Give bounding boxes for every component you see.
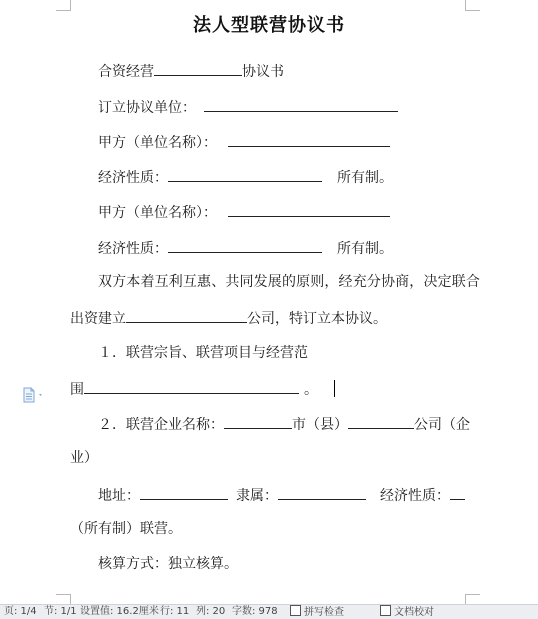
blank-underline[interactable] — [126, 307, 247, 323]
column-indicator: 列: 20 — [196, 606, 226, 617]
party-a-name-line[interactable] — [98, 131, 390, 153]
doc-check-icon — [380, 605, 391, 616]
clause-name-line[interactable] — [98, 413, 470, 435]
line-label: 经济性质： — [98, 170, 168, 186]
line-prefix: 合资经营 — [98, 64, 154, 80]
blank-underline[interactable] — [228, 131, 390, 147]
blank-underline[interactable] — [84, 378, 299, 394]
blank-underline[interactable] — [228, 201, 390, 217]
blank-underline[interactable] — [140, 484, 228, 500]
text-cursor — [334, 380, 335, 397]
blank-underline[interactable] — [168, 237, 322, 253]
line-suffix: 协议书 — [242, 64, 284, 80]
blank-underline[interactable] — [154, 60, 242, 76]
address-line[interactable] — [98, 484, 465, 506]
section-indicator[interactable]: 节: 1/1 — [44, 606, 77, 617]
body-paragraph-line[interactable]: 业） — [70, 450, 98, 466]
line-label: 经济性质： — [98, 241, 168, 257]
blank-underline[interactable] — [168, 166, 322, 182]
blank-underline[interactable] — [348, 413, 414, 429]
crop-mark-top-right — [465, 0, 480, 11]
line-label: 甲方（单位名称）： — [98, 205, 217, 221]
spellcheck-checkbox[interactable] — [290, 605, 301, 616]
line-middle: 隶属： — [236, 488, 278, 504]
line-suffix: 。 — [304, 382, 318, 398]
status-bar — [0, 604, 538, 619]
blank-underline[interactable] — [278, 484, 366, 500]
body-paragraph-line[interactable]: 核算方式：独立核算。 — [98, 556, 238, 572]
page-indicator[interactable]: 页: 1/4 — [4, 606, 37, 617]
crop-mark-top-left — [56, 0, 71, 11]
party-b-name-line[interactable] — [98, 201, 390, 223]
line-suffix: 所有制。 — [337, 170, 393, 186]
line-label: 甲方（单位名称）： — [98, 135, 217, 151]
line-prefix: 围 — [70, 382, 84, 398]
line-suffix: 所有制。 — [337, 241, 393, 257]
line-middle: 市（县） — [292, 417, 348, 433]
blank-underline[interactable] — [224, 413, 292, 429]
spellcheck-label: 拼写检查 — [304, 607, 344, 618]
line-middle: 公司（企 — [414, 417, 470, 433]
body-paragraph-line[interactable]: 双方本着互利互惠、共同发展的原则，经充分协商，决定联合 — [98, 274, 481, 290]
blank-underline[interactable] — [204, 96, 398, 112]
line-middle: 经济性质： — [380, 488, 450, 504]
line-prefix: ２．联营企业名称： — [98, 417, 224, 433]
line-label: 订立协议单位： — [98, 100, 196, 116]
document-icon[interactable] — [22, 387, 46, 403]
party-a-nature-line[interactable] — [98, 166, 393, 188]
line-prefix: 出资建立 — [70, 311, 126, 327]
spellcheck-toggle[interactable] — [290, 605, 344, 619]
contract-name-line[interactable] — [98, 60, 284, 82]
word-count[interactable]: 字数: 978 — [232, 606, 278, 617]
body-paragraph-line[interactable] — [70, 307, 387, 329]
doc-check-button[interactable] — [380, 605, 434, 619]
blank-underline[interactable] — [450, 484, 465, 500]
clause-scope-line[interactable] — [70, 378, 335, 400]
document-title[interactable]: 法人型联营协议书 — [193, 15, 345, 36]
row-indicator: 行: 11 — [160, 606, 190, 617]
clause-heading-line[interactable]: １．联营宗旨、联营项目与经营范 — [98, 345, 308, 361]
line-suffix: 公司，特订立本协议。 — [247, 311, 387, 327]
line-prefix: 地址： — [98, 488, 140, 504]
signing-party-line[interactable] — [98, 96, 398, 118]
party-b-nature-line[interactable] — [98, 237, 393, 259]
setting-value[interactable]: 设置值: 16.2厘米 — [80, 606, 159, 617]
doc-check-label: 文档校对 — [394, 607, 434, 618]
body-paragraph-line[interactable]: （所有制）联营。 — [70, 521, 182, 537]
